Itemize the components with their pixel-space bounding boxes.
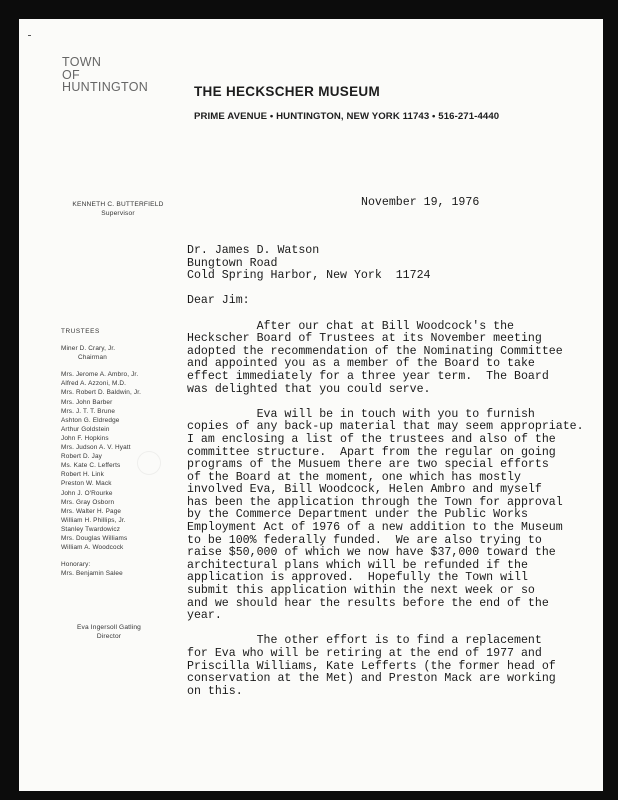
trustee-name: William H. Phillips, Jr. xyxy=(61,516,126,524)
letter-line: Employment Act of 1976 of a new addition to the Museum xyxy=(187,521,563,535)
trustee-name: Mrs. Robert D. Baldwin, Jr. xyxy=(61,389,142,397)
letter-line: and we should hear the results before the end of the xyxy=(187,596,549,610)
letter-line: on this. xyxy=(187,684,243,698)
trustee-name: Mrs. Judson A. V. Hyatt xyxy=(61,444,131,452)
trustee-name: Mrs. J. T. T. Brune xyxy=(61,407,116,415)
trustee-name: Mrs. Gray Osborn xyxy=(61,498,115,506)
letter-line: application is approved. Hopefully the Town will xyxy=(187,571,528,585)
letter-line: for Eva who will be retiring at the end of 1977 and xyxy=(187,647,542,660)
museum-name: THE HECKSCHER MUSEUM xyxy=(194,84,381,99)
letter-line: programs of the Musuem there are two special efforts xyxy=(187,458,549,472)
trustee-name: Preston W. Mack xyxy=(61,480,112,488)
recipient-name: Dr. James D. Watson xyxy=(187,244,320,257)
letter-line: of the Board at the moment, one which has mostly xyxy=(187,470,521,484)
paragraph-1 xyxy=(187,321,603,397)
trustee-name: John F. Hopkins xyxy=(61,434,109,442)
trustee-name: Stanley Twardowicz xyxy=(61,525,121,533)
town-of-huntington-logo xyxy=(62,56,148,94)
letter-line: copies of any back-up material that may seem appropriate. xyxy=(187,420,584,434)
director-title: Director xyxy=(96,633,122,640)
trustee-name: Ashton G. Eldredge xyxy=(61,416,120,424)
letter-line: Eva will be in touch with you to furnish xyxy=(187,407,535,421)
letter-body xyxy=(187,245,603,698)
letter-line: conservation at the Met) and Preston Mack are working xyxy=(187,672,556,686)
letter-line: was delighted that you could serve. xyxy=(187,382,431,396)
trustee-name: Robert D. Jay xyxy=(61,453,103,461)
trustee-name: Alfred A. Azzoni, M.D. xyxy=(61,380,127,388)
trustee-name: William A. Woodcock xyxy=(61,544,124,552)
town-line: OF xyxy=(62,67,80,82)
letter-line: After our chat at Bill Woodcock's the xyxy=(187,319,514,333)
trustee-name: Robert H. Link xyxy=(61,471,104,479)
paragraph-3 xyxy=(187,635,603,698)
honorary-label: Honorary: xyxy=(61,561,91,569)
trustees-list xyxy=(61,327,181,578)
director-block xyxy=(49,623,169,641)
letter-line: involved Eva, Bill Woodcock, Helen Ambro and myself xyxy=(187,483,542,497)
letter-line: Priscilla Williams, Kate Lefferts (the former head of xyxy=(187,659,556,673)
trustee-name: Mrs. John Barber xyxy=(61,398,113,406)
letter-line: effect immediately for a three year term. The Board xyxy=(187,369,549,383)
trustee-name: John J. O'Rourke xyxy=(61,489,113,497)
trustee-members xyxy=(61,370,181,552)
museum-address: PRIME AVENUE • HUNTINGTON, NEW YORK 11743 • 516-271-4440 xyxy=(194,111,500,122)
letter-page xyxy=(19,19,603,791)
letter-line: committee structure. Apart from the regular on going xyxy=(187,445,556,459)
town-line: TOWN xyxy=(62,55,102,69)
letter-line: Heckscher Board of Trustees at its November meeting xyxy=(187,332,542,346)
paragraph-2 xyxy=(187,409,603,623)
recipient-street: Bungtown Road xyxy=(187,256,278,270)
faint-stamp xyxy=(137,451,161,475)
recipient-city: Cold Spring Harbor, New York 11724 xyxy=(187,269,431,283)
letter-line: raise $50,000 of which we now have $37,000 toward the xyxy=(187,546,556,560)
supervisor-title: Supervisor xyxy=(101,210,135,217)
trustee-name: Arthur Goldstein xyxy=(61,425,110,433)
honorary-name: Mrs. Benjamin Salee xyxy=(61,570,123,578)
letter-line: I am enclosing a list of the trustees and also of the xyxy=(187,432,556,446)
trustee-name: Mrs. Jerome A. Ambro, Jr. xyxy=(61,371,139,379)
town-line: HUNTINGTON xyxy=(62,80,149,94)
salutation: Dear Jim: xyxy=(187,294,250,308)
director-name: Eva Ingersoll Gatling xyxy=(77,624,141,631)
letter-line: has been the application through the Town for approval xyxy=(187,495,563,509)
letter-line: architectural plans which will be refunded if the xyxy=(187,558,528,572)
trustees-heading: TRUSTEES xyxy=(61,328,100,335)
letter-line: adopted the recommendation of the Nominating Committee xyxy=(187,344,563,358)
trustee-name: Mrs. Douglas Williams xyxy=(61,534,128,542)
trustee-name: Ms. Kate C. Lefferts xyxy=(61,462,121,470)
letter-line: The other effort is to find a replacement xyxy=(187,634,542,648)
letter-line: by the Commerce Department under the Public Works xyxy=(187,508,528,522)
paper-mark xyxy=(28,35,31,36)
trustee-chair: Miner D. Crary, Jr. xyxy=(61,345,116,353)
letter-date: November 19, 1976 xyxy=(361,196,480,209)
letter-line: year. xyxy=(187,609,222,623)
letter-line: to be 100% federally funded. We are also trying to xyxy=(187,533,542,547)
trustee-name: Mrs. Walter H. Page xyxy=(61,507,122,515)
trustee-chair-title: Chairman xyxy=(78,354,107,362)
supervisor-name: KENNETH C. BUTTERFIELD xyxy=(72,201,164,208)
letter-line: and appointed you as a member of the Board to take xyxy=(187,357,535,371)
letter-line: submit this application within the next week or so xyxy=(187,584,535,598)
supervisor-block xyxy=(59,200,177,218)
